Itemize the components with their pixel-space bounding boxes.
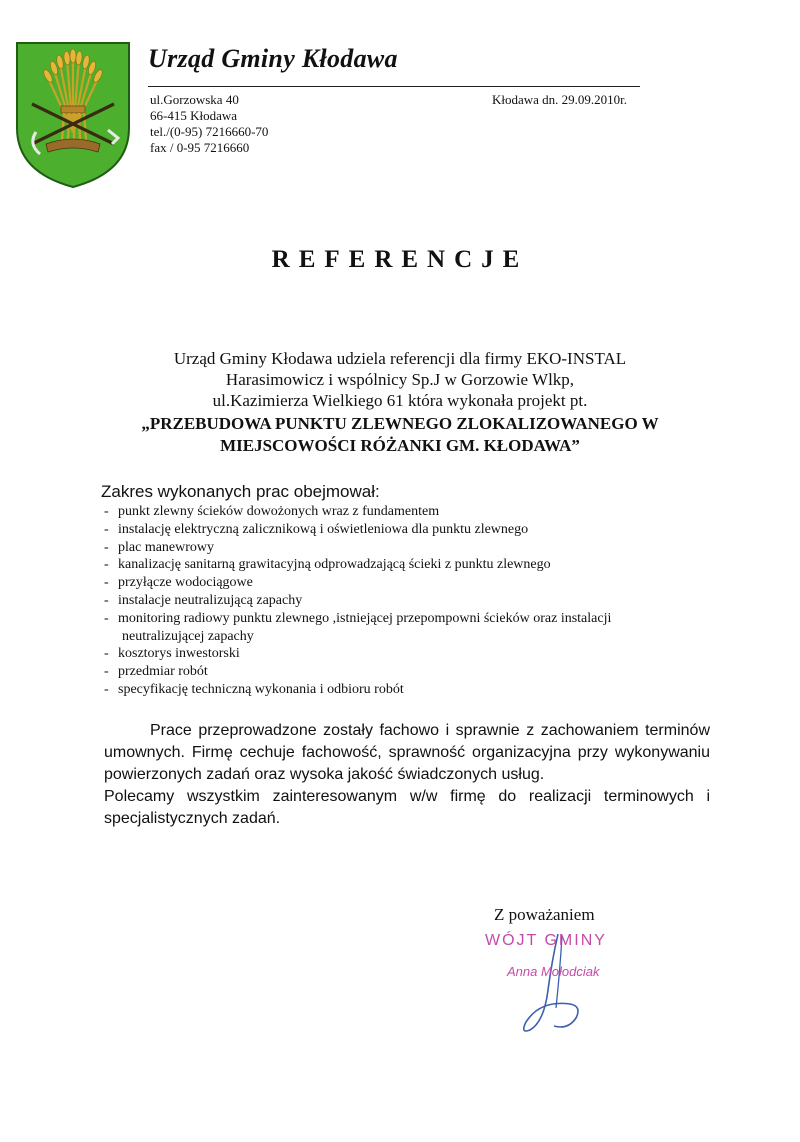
office-name: Urząd Gminy Kłodawa	[148, 44, 398, 73]
office-address	[150, 92, 268, 156]
document-title: REFERENCJE	[271, 246, 529, 273]
list-item	[104, 610, 744, 646]
stamp-name: Anna Mołodciak	[507, 964, 600, 979]
list-item-text: przyłącze wodociągowe	[118, 575, 253, 591]
intro-paragraph	[0, 348, 800, 411]
list-item-text: kosztorys inwestorski	[118, 646, 240, 662]
scope-list	[104, 503, 744, 699]
list-item-text: przedmiar robót	[118, 664, 208, 680]
list-item	[104, 574, 744, 592]
list-item-continuation: neutralizującej zapachy	[122, 628, 254, 644]
list-item	[104, 556, 744, 574]
list-item	[104, 521, 744, 539]
project-title-line: MIEJSCOWOŚCI RÓŻANKI GM. KŁODAWA”	[220, 436, 580, 455]
address-street: ul.Gorzowska 40	[150, 92, 239, 107]
list-item-text: instalację elektryczną zalicznikową i oświetleniowa dla punktu zlewnego	[118, 521, 529, 537]
body-text	[104, 720, 710, 830]
list-item	[104, 539, 744, 557]
address-phone: tel./(0-95) 7216660-70	[150, 124, 269, 139]
project-title-line: „PRZEBUDOWA PUNKTU ZLEWNEGO ZLOKALIZOWANEGO W	[141, 414, 659, 433]
list-item	[104, 503, 744, 521]
list-item-text: specyfikację techniczną wykonania i odbioru robót	[118, 681, 404, 697]
list-item-text: monitoring radiowy punktu zlewnego ,istniejącej przepompowni ścieków oraz instalacji	[118, 610, 612, 626]
list-item	[104, 645, 744, 663]
list-item	[104, 681, 744, 699]
header-divider	[148, 86, 640, 87]
letter-date: Kłodawa dn. 29.09.2010r.	[492, 92, 628, 107]
list-item-text: plac manewrowy	[118, 539, 215, 555]
address-postcode: 66-415 Kłodawa	[150, 108, 238, 123]
closing-regards: Z poważaniem	[494, 905, 595, 924]
list-item	[104, 663, 744, 681]
list-item	[104, 592, 744, 610]
project-title	[0, 413, 800, 457]
list-item-text: punkt zlewny ścieków dowożonych wraz z fundamentem	[118, 504, 440, 519]
intro-line: Harasimowicz i wspólnicy Sp.J w Gorzowie Wlkp,	[225, 370, 575, 389]
body-paragraph: Prace przeprowadzone zostały fachowo i sprawnie z zachowaniem terminów umownych. Firmę cechuje fachowość, sprawność organizacyjna przy wykonywaniu powierzonych zadań oraz wysoka jakość świadczonych usług.	[104, 722, 710, 783]
body-paragraph: Polecamy wszystkim zainteresowanym w/w firmę do realizacji terminowych i specjalistycznych zadań.	[104, 788, 710, 827]
coat-of-arms-icon	[14, 40, 132, 190]
scope-heading: Zakres wykonanych prac obejmował:	[101, 482, 380, 501]
list-item-text: kanalizację sanitarną grawitacyjną odprowadzającą ścieki z punktu zlewnego	[118, 557, 551, 573]
intro-line: ul.Kazimierza Wielkiego 61 która wykonała projekt pt.	[212, 391, 588, 410]
intro-line: Urząd Gminy Kłodawa udziela referencji dla firmy EKO-INSTAL	[173, 349, 627, 368]
list-item-text: instalacje neutralizującą zapachy	[118, 592, 303, 608]
address-fax: fax / 0-95 7216660	[150, 140, 250, 155]
stamp-title: WÓJT GMINY	[485, 932, 607, 949]
